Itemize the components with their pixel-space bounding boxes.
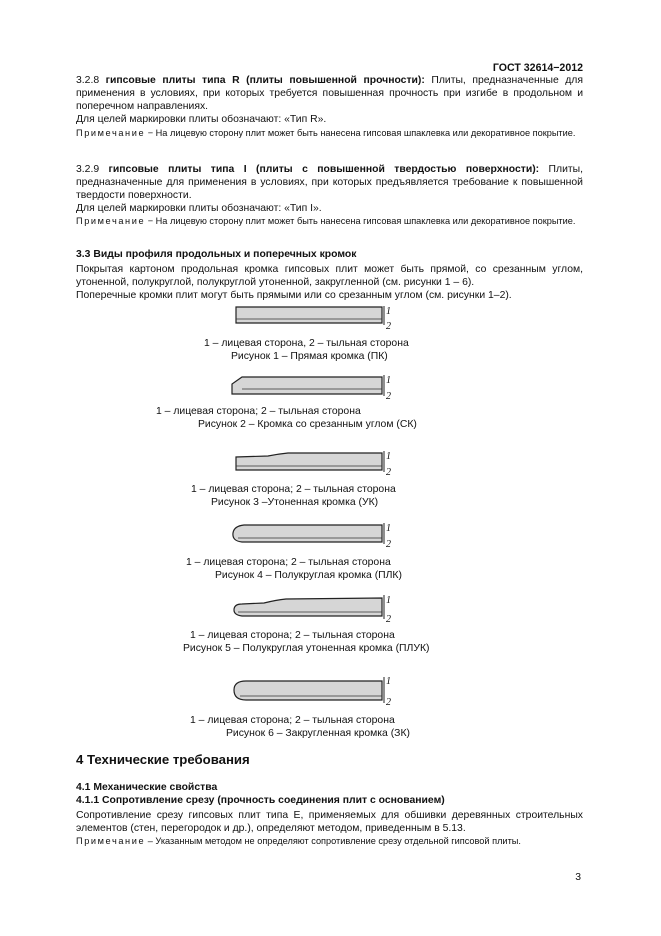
clause-text: Плиты, предназначенные для применения в условиях, при которых предъявляется требование к повышенной твердости поверхности.	[76, 164, 583, 202]
clause-3-2-8	[76, 74, 583, 114]
figure-6-rounded-edge	[224, 673, 398, 707]
figure-1-straight-edge	[228, 304, 398, 330]
subsection-heading-4-1: 4.1 Механические свойства	[76, 782, 218, 793]
figure-4-caption: Рисунок 4 – Полукруглая кромка (ПЛК)	[215, 570, 402, 581]
clause-number: 3.2.8	[76, 75, 100, 86]
note-label: Примечание	[76, 836, 146, 846]
figure-5-caption: Рисунок 5 – Полукруглая утоненная кромка (ПЛУК)	[183, 643, 430, 654]
section-3-3-paragraph-1: Покрытая картоном продольная кромка гипсовых плит может быть прямой, со срезанным углом, утоненной, полукруглой, полукруглой утоненной, закругленной (см. рисунки 1 – 6).	[76, 264, 583, 289]
marking-line: Для целей маркировки плиты обозначают: «Тип R».	[76, 114, 327, 125]
clause-number: 3.2.9	[76, 164, 100, 175]
figure-1-caption: Рисунок 1 – Прямая кромка (ПК)	[231, 351, 388, 362]
section-heading-3-3: 3.3 Виды профиля продольных и поперечных кромок	[76, 249, 357, 260]
legend-1: 1	[386, 595, 391, 606]
figure-5-legend: 1 – лицевая сторона; 2 – тыльная сторона	[190, 630, 395, 641]
note-text: – Указанным методом не определяют сопротивление срезу отдельной гипсовой плиты.	[145, 836, 521, 846]
legend-2: 2	[386, 539, 391, 550]
figure-6-legend: 1 – лицевая сторона; 2 – тыльная сторона	[190, 715, 395, 726]
legend-2: 2	[386, 321, 391, 332]
section-4-1-1-paragraph: Сопротивление срезу гипсовых плит типа Е, применяемых для обшивки деревянных строительных элементов (стен, перегородок и др.), определяют методом, приведенным в 5.13.	[76, 810, 583, 835]
legend-2: 2	[386, 614, 391, 625]
section-heading-4: 4 Технические требования	[76, 752, 250, 767]
legend-1: 1	[386, 306, 391, 317]
note-4-1-1	[76, 835, 583, 847]
legend-2: 2	[386, 467, 391, 478]
page-number: 3	[575, 872, 581, 883]
section-3-3-paragraph-2: Поперечные кромки плит могут быть прямыми или со срезанным углом (см. рисунки 1–2).	[76, 290, 512, 301]
figure-3-caption: Рисунок 3 –Утоненная кромка (УК)	[211, 497, 379, 508]
figure-3-tapered-edge	[228, 448, 398, 476]
term-title: гипсовые плиты типа I (плиты с повышенной твердостью поверхности):	[108, 164, 540, 175]
note-label: Примечание	[76, 128, 146, 138]
clause-3-2-9	[76, 163, 583, 203]
figure-1-legend: 1 – лицевая сторона, 2 – тыльная сторона	[204, 338, 409, 349]
legend-1: 1	[386, 375, 391, 386]
legend-1: 1	[386, 676, 391, 687]
legend-1: 1	[386, 523, 391, 534]
figure-4-half-round-edge	[224, 519, 398, 549]
term-title: гипсовые плиты типа R (плиты повышенной прочности):	[105, 75, 425, 86]
note-text: − На лицевую сторону плит может быть нанесена гипсовая шпаклевка или декоративное покрытие.	[145, 216, 576, 226]
figure-5-half-round-tapered-edge	[224, 592, 398, 624]
figure-3-legend: 1 – лицевая сторона; 2 – тыльная сторона	[191, 484, 396, 495]
marking-line: Для целей маркировки плиты обозначают: «Тип I».	[76, 203, 322, 214]
figure-6-caption: Рисунок 6 – Закругленная кромка (ЗК)	[226, 728, 410, 739]
note-3-2-9	[76, 215, 583, 227]
document-code: ГОСТ 32614−2012	[492, 62, 583, 74]
legend-2: 2	[386, 697, 391, 708]
subsection-heading-4-1-1: 4.1.1 Сопротивление срезу (прочность соединения плит с основанием)	[76, 795, 445, 806]
note-label: Примечание	[76, 216, 146, 226]
figure-2-caption: Рисунок 2 – Кромка со срезанным углом (СК)	[198, 419, 417, 430]
figure-4-legend: 1 – лицевая сторона; 2 – тыльная сторона	[186, 557, 391, 568]
legend-2: 2	[386, 391, 391, 402]
note-text: − На лицевую сторону плит может быть нанесена гипсовая шпаклевка или декоративное покрытие.	[145, 128, 576, 138]
note-3-2-8	[76, 127, 583, 139]
legend-1: 1	[386, 451, 391, 462]
figure-2-chamfered-edge	[222, 372, 398, 400]
figure-2-legend: 1 – лицевая сторона; 2 – тыльная сторона	[156, 406, 361, 417]
clause-text: Плиты, предназначенные для применения в условиях, при которых требуется повышенная прочность при изгибе в продольном и поперечном направлениях.	[76, 75, 583, 113]
